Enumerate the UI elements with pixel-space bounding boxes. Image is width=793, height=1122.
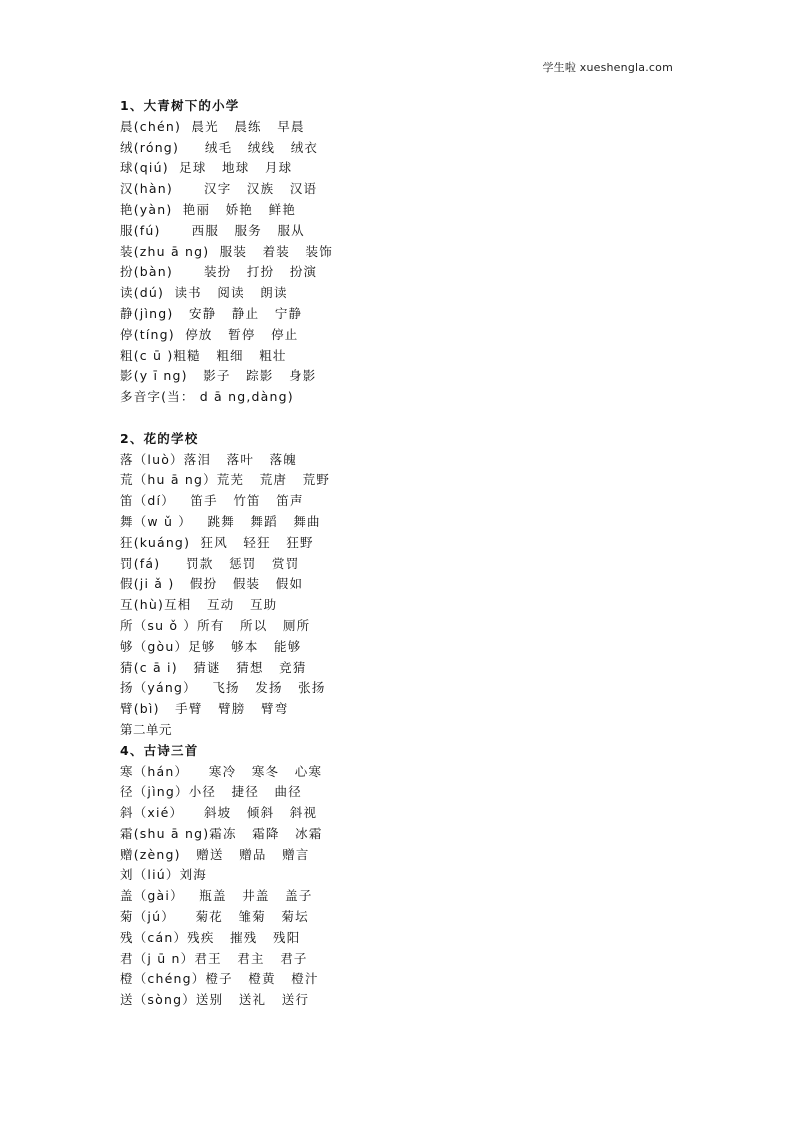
- vocab-line: 艳(yàn) 艳丽 娇艳 鲜艳: [120, 201, 297, 217]
- vocab-line: 所（su ǒ ）所有 所以 厕所: [120, 617, 311, 633]
- blank-line: [120, 408, 680, 429]
- lesson-heading: 4、古诗三首: [120, 742, 199, 758]
- vocab-line: 菊（jú） 菊花 雏菊 菊坛: [120, 909, 309, 925]
- vocab-line: 假(ji ǎ ) 假扮 假装 假如: [120, 576, 304, 592]
- vocab-line: 笛（dí） 笛手 竹笛 笛声: [120, 493, 304, 509]
- vocab-line: 斜（xié） 斜坡 倾斜 斜视: [120, 805, 318, 821]
- vocab-line: 送（sòng）送别 送礼 送行: [120, 992, 310, 1008]
- vocab-line: 够（gòu）足够 够本 能够: [120, 638, 302, 654]
- vocab-line: 汉(hàn) 汉字 汉族 汉语: [120, 181, 318, 197]
- vocab-line: 扮(bàn) 装扮 打扮 扮演: [120, 264, 318, 280]
- vocab-line: 君（j ū n）君王 君主 君子: [120, 950, 308, 966]
- vocabulary-list: [120, 96, 680, 1011]
- vocab-line: 服(fú) 西服 服务 服从: [120, 222, 305, 238]
- vocab-line: 粗(c ū )粗糙 粗细 粗壮: [120, 347, 287, 363]
- vocab-line: 猜(c ā i) 猜谜 猜想 竞猜: [120, 659, 307, 675]
- vocab-line: 橙（chéng）橙子 橙黄 橙汁: [120, 971, 319, 987]
- vocab-line: 荒（hu ā ng）荒芜 荒唐 荒野: [120, 472, 331, 488]
- lesson-heading: 2、花的学校: [120, 430, 199, 446]
- site-header: 学生啦 xueshengla.com: [542, 61, 673, 74]
- vocab-line: 舞（w ǔ ） 跳舞 舞蹈 舞曲: [120, 513, 321, 529]
- vocab-line: 径（jìng）小径 捷径 曲径: [120, 784, 302, 800]
- vocab-line: 刘（liú）刘海: [120, 867, 207, 883]
- vocab-line: 装(zhu ā ng) 服装 着装 装饰: [120, 243, 333, 259]
- unit-heading: 第二单元: [120, 721, 173, 737]
- vocab-line: 寒（hán） 寒冷 寒冬 心寒: [120, 763, 323, 779]
- vocab-line: 停(tíng) 停放 暂停 停止: [120, 326, 299, 342]
- vocab-line: 互(hù)互相 互动 互助: [120, 597, 278, 613]
- vocab-line: 赠(zèng) 赠送 赠品 赠言: [120, 846, 310, 862]
- vocab-line: 影(y ī ng) 影子 踪影 身影: [120, 368, 317, 384]
- lesson-heading: 1、大青树下的小学: [120, 98, 240, 113]
- vocab-line: 残（cán）残疾 摧残 残阳: [120, 929, 301, 945]
- vocab-line: 读(dú) 读书 阅读 朗读: [120, 285, 288, 301]
- vocab-line: 静(jìng) 安静 静止 宁静: [120, 305, 303, 321]
- vocab-line: 球(qiú) 足球 地球 月球: [120, 160, 293, 176]
- vocab-line: 多音字(当： d ā ng,dàng): [120, 389, 294, 405]
- vocab-line: 扬（yáng） 飞扬 发扬 张扬: [120, 680, 326, 696]
- vocab-line: 狂(kuáng) 狂风 轻狂 狂野: [120, 534, 314, 550]
- vocab-line: 绒(róng) 绒毛 绒线 绒衣: [120, 139, 319, 155]
- vocab-line: 臂(bì) 手臂 臂膀 臂弯: [120, 701, 289, 717]
- vocab-line: 罚(fá) 罚款 惩罚 赏罚: [120, 555, 300, 571]
- vocab-line: 晨(chén) 晨光 晨练 早晨: [120, 118, 305, 134]
- vocab-line: 霜(shu ā ng)霜冻 霜降 冰霜: [120, 825, 323, 841]
- vocab-line: 盖（gài） 瓶盖 井盖 盖子: [120, 888, 313, 904]
- vocab-line: 落（luò）落泪 落叶 落魄: [120, 451, 297, 467]
